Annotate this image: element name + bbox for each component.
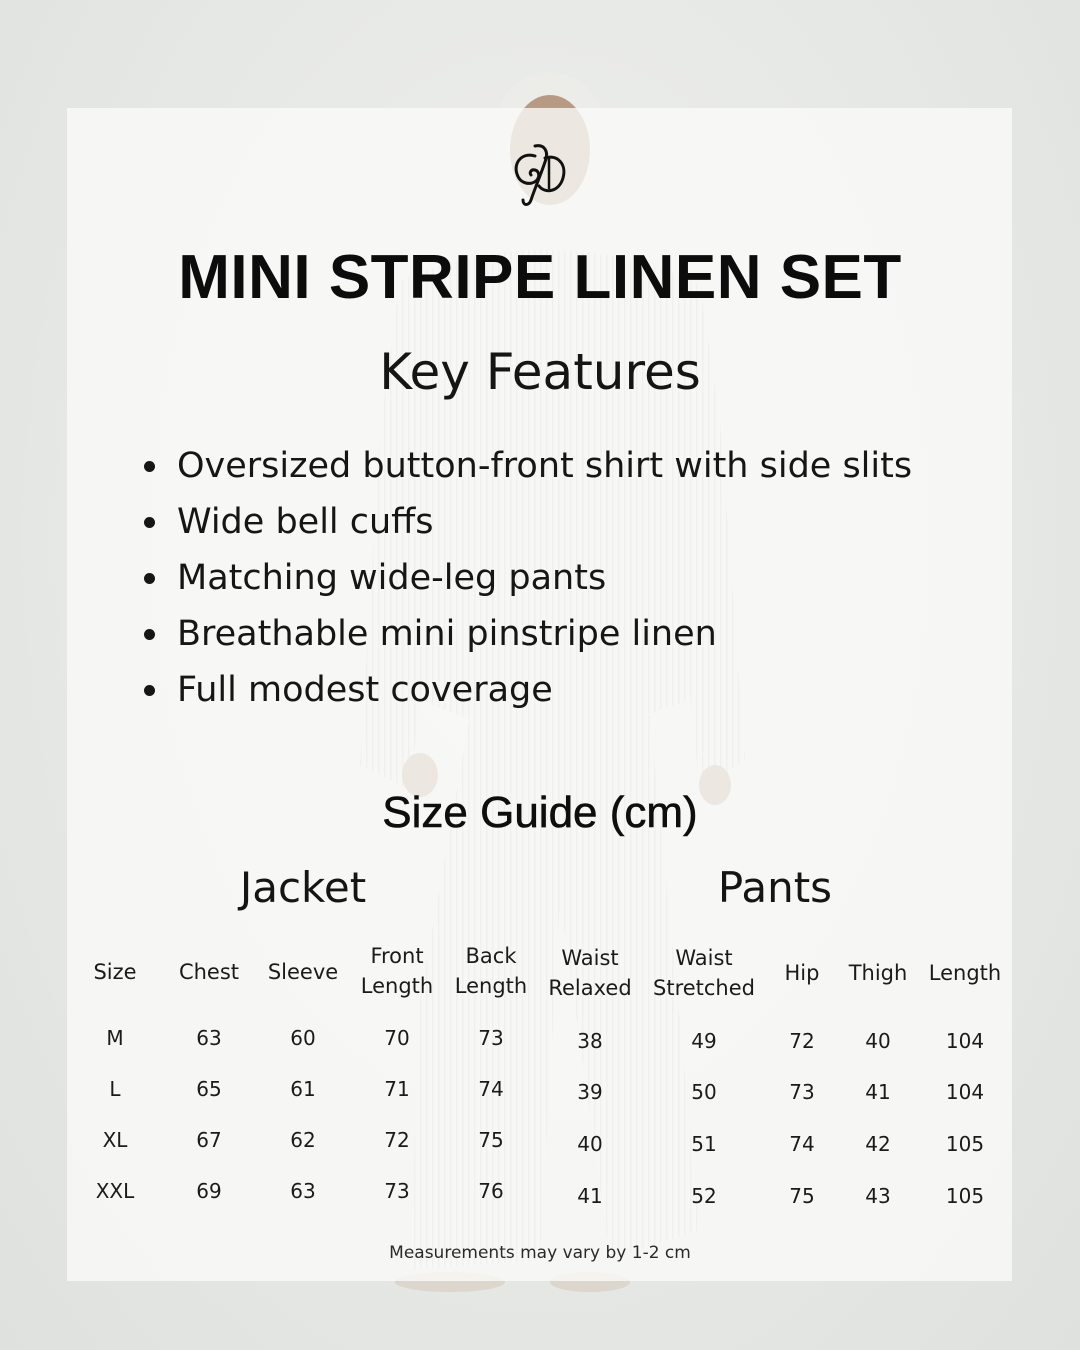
pants-col-header: Thigh	[848, 961, 908, 985]
jacket-cell: 73	[478, 1026, 504, 1050]
feature-text: Matching wide-leg pants	[177, 558, 607, 598]
feature-text: Wide bell cuffs	[177, 502, 434, 542]
jacket-cell: 70	[384, 1026, 410, 1050]
feature-item	[140, 438, 912, 494]
jacket-cell: 63	[196, 1026, 222, 1050]
jacket-heading: Jacket	[239, 863, 367, 912]
pants-cell: 42	[865, 1132, 891, 1156]
bullet-icon	[144, 685, 155, 696]
jacket-cell: 62	[290, 1128, 316, 1152]
jacket-cell: 74	[478, 1077, 504, 1101]
bullet-icon	[144, 461, 155, 472]
pants-cell: 72	[789, 1029, 815, 1053]
jacket-col-header: Front Length	[360, 944, 434, 998]
jacket-cell: 67	[196, 1128, 222, 1152]
brand-logo	[505, 138, 575, 210]
pants-cell: 38	[577, 1029, 603, 1053]
jacket-cell: 76	[478, 1179, 504, 1203]
pants-cell: 74	[789, 1132, 815, 1156]
jacket-cell: 63	[290, 1179, 316, 1203]
features-list	[140, 438, 912, 718]
pants-col-header: Waist Stretched	[653, 946, 755, 1000]
jacket-cell: M	[106, 1026, 124, 1050]
jacket-cell: XL	[102, 1128, 128, 1152]
product-title: MINI STRIPE LINEN SET	[178, 243, 902, 312]
pants-cell: 43	[865, 1184, 891, 1208]
feature-item	[140, 550, 912, 606]
feature-text: Oversized button-front shirt with side slits	[177, 446, 913, 486]
feature-text: Breathable mini pinstripe linen	[177, 614, 717, 654]
pants-cell: 50	[691, 1080, 717, 1104]
bullet-icon	[144, 573, 155, 584]
jacket-cell: 72	[384, 1128, 410, 1152]
bullet-icon	[144, 517, 155, 528]
jacket-cell: 73	[384, 1179, 410, 1203]
jacket-cell: 69	[196, 1179, 222, 1203]
jacket-cell: L	[109, 1077, 121, 1101]
pants-col-header: Hip	[784, 961, 820, 985]
pants-cell: 40	[865, 1029, 891, 1053]
pants-col-header: Length	[928, 961, 1002, 985]
jacket-cell: 71	[384, 1077, 410, 1101]
jacket-cell: XXL	[95, 1179, 135, 1203]
pants-cell: 104	[945, 1029, 985, 1053]
pants-cell: 51	[691, 1132, 717, 1156]
feature-item	[140, 494, 912, 550]
size-guide-title: Size Guide (cm)	[382, 788, 698, 837]
pants-col-header: Waist Relaxed	[548, 946, 632, 1000]
jacket-cell: 61	[290, 1077, 316, 1101]
pants-cell: 39	[577, 1080, 603, 1104]
jacket-col-header: Size	[93, 960, 137, 984]
jacket-cell: 60	[290, 1026, 316, 1050]
pants-cell: 41	[865, 1080, 891, 1104]
pants-cell: 73	[789, 1080, 815, 1104]
feature-item	[140, 662, 912, 718]
jacket-col-header: Back Length	[454, 944, 528, 998]
jacket-col-header: Sleeve	[267, 960, 339, 984]
feature-text: Full modest coverage	[177, 670, 553, 710]
bullet-icon	[144, 629, 155, 640]
pants-cell: 49	[691, 1029, 717, 1053]
pants-cell: 41	[577, 1184, 603, 1208]
feature-item	[140, 606, 912, 662]
features-heading: Key Features	[379, 343, 701, 401]
jacket-cell: 75	[478, 1128, 504, 1152]
pants-cell: 52	[691, 1184, 717, 1208]
pants-heading: Pants	[717, 863, 833, 912]
pants-cell: 75	[789, 1184, 815, 1208]
pants-cell: 105	[945, 1132, 985, 1156]
jacket-cell: 65	[196, 1077, 222, 1101]
measurement-note: Measurements may vary by 1-2 cm	[389, 1243, 691, 1263]
jacket-col-header: Chest	[178, 960, 240, 984]
pants-cell: 104	[945, 1080, 985, 1104]
pants-cell: 40	[577, 1132, 603, 1156]
pants-cell: 105	[945, 1184, 985, 1208]
